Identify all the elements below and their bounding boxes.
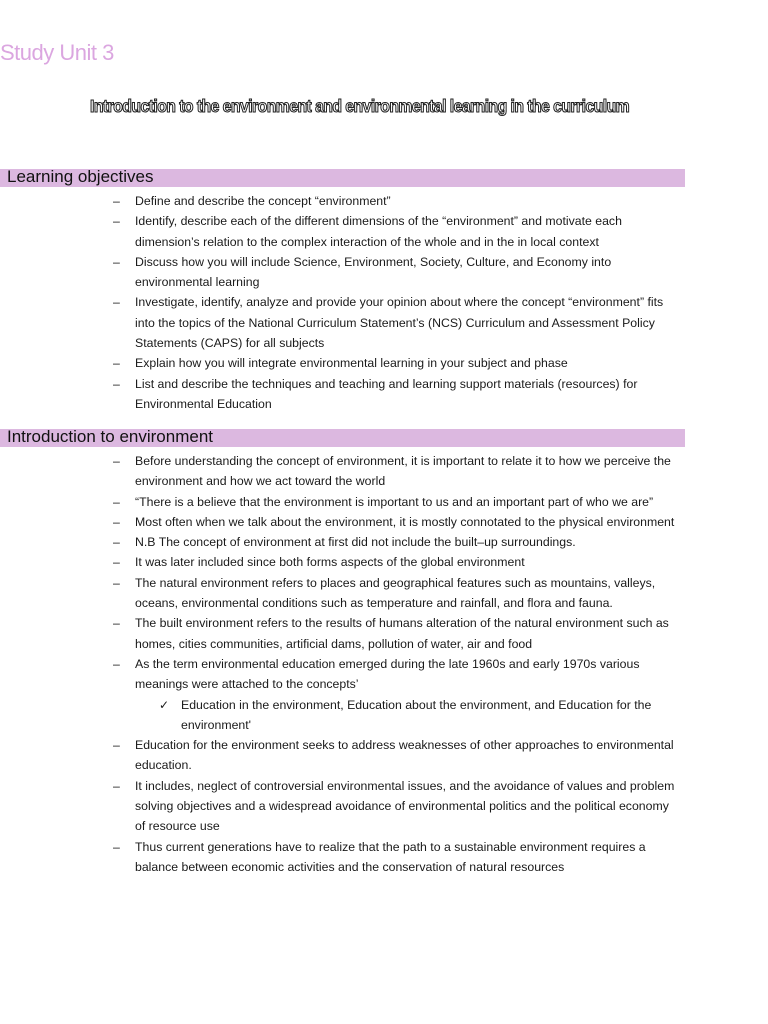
study-unit-label: Study Unit 3 (0, 40, 114, 65)
list-item (113, 353, 678, 373)
list-item-text: Thus current generations have to realize that the path to a sustainable environment requires a balance between economic activities and the conservation of natural resources (135, 839, 646, 874)
section-heading-introduction (0, 429, 685, 447)
dash-bullet: – (113, 194, 120, 208)
list-item (113, 654, 678, 695)
list-item (113, 532, 678, 552)
list-item (113, 252, 678, 293)
list-item (113, 735, 678, 776)
list-item (113, 776, 678, 837)
list-item-text: Identify, describe each of the different dimensions of the “environment” and motivate each dimension’s relation to the complex interaction of the whole and in the in local context (135, 214, 622, 249)
dash-bullet: – (113, 494, 120, 509)
list-item (113, 374, 678, 415)
dash-bullet: – (113, 454, 120, 468)
list-item (113, 292, 678, 353)
dash-bullet: – (113, 376, 120, 391)
list-item (113, 451, 678, 492)
section-heading-label: Learning objectives (7, 167, 154, 186)
list-item (113, 573, 678, 614)
document-title: Introduction to the environment and environmental learning in the curriculum (90, 96, 630, 116)
list-item-text: As the term environmental education emerged during the late 1960s and early 1970s various meanings were attached to the concepts’ (135, 656, 640, 692)
checkmark-icon: ✓ (159, 697, 170, 712)
section-heading-label: Introduction to environment (7, 427, 214, 446)
list-item-text: N.B The concept of environment at first did not include the built–up surroundings. (135, 535, 576, 550)
list-item (113, 191, 678, 211)
sub-list-item (113, 695, 678, 736)
list-item (113, 211, 678, 252)
list-item (113, 613, 678, 654)
list-item-text: Education in the environment, Education about the environment, and Education for the environment' (181, 697, 652, 732)
dash-bullet: – (113, 778, 120, 793)
list-item-text: List and describe the techniques and teaching and learning support materials (resources) for Environmental Education (135, 376, 638, 411)
list-item (113, 492, 678, 512)
list-item (113, 837, 678, 878)
list-item-text: Investigate, identify, analyze and provide your opinion about where the concept “environment” fits into the topics of the National Curriculum Statement’s (NCS) Curriculum and Assessment Policy Statements (CAPS) for all subjects (135, 295, 664, 351)
list-item (113, 552, 678, 572)
dash-bullet: – (113, 514, 120, 529)
list-item-text: It includes, neglect of controversial environmental issues, and the avoidance of values and problem solving objectives and a widespread avoidance of environmental politics and the political economy of resource use (135, 778, 675, 834)
dash-bullet: – (113, 214, 120, 229)
introduction-list (113, 451, 678, 877)
dash-bullet: – (113, 254, 120, 269)
dash-bullet: – (113, 738, 120, 753)
dash-bullet: – (113, 616, 120, 631)
list-item-text: Discuss how you will include Science, Environment, Society, Culture, and Economy into environmental learning (135, 254, 612, 290)
dash-bullet: – (113, 535, 120, 550)
dash-bullet: – (113, 295, 120, 310)
dash-bullet: – (113, 555, 120, 570)
list-item-text: The built environment refers to the results of humans alteration of the natural environment such as homes, cities communities, artificial dams, pollution of water, air and food (135, 616, 669, 651)
list-item-text: It was later included since both forms aspects of the global environment (135, 555, 525, 570)
list-item-text: “There is a believe that the environment is important to us and an important part of who we are” (135, 494, 654, 509)
list-item-text: The natural environment refers to places and geographical features such as mountains, valleys, oceans, environmental conditions such as temperature and rainfall, and flora and fauna. (135, 575, 656, 611)
dash-bullet: – (113, 356, 120, 371)
list-item-text: Most often when we talk about the environment, it is mostly connotated to the physical environment (135, 514, 675, 529)
section-heading-learning-objectives (0, 169, 685, 187)
dash-bullet: – (113, 839, 120, 854)
list-item-text: Explain how you will integrate environmental learning in your subject and phase (135, 356, 568, 371)
list-item-text: Before understanding the concept of environment, it is important to relate it to how we perceive the environment and how we act toward the world (135, 454, 671, 489)
dash-bullet: – (113, 656, 120, 671)
list-item-text: Define and describe the concept “environment” (135, 194, 391, 208)
learning-objectives-list (113, 191, 678, 414)
list-item (113, 512, 678, 532)
dash-bullet: – (113, 575, 120, 590)
list-item-text: Education for the environment seeks to address weaknesses of other approaches to environmental education. (135, 738, 674, 773)
